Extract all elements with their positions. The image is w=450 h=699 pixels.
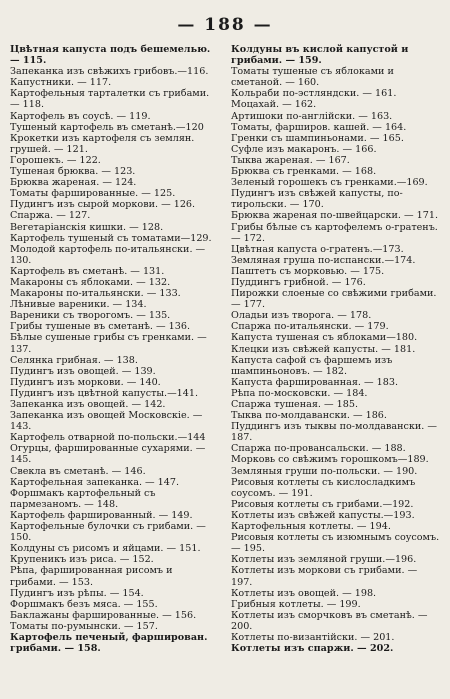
index-entry: Земляныя груши по-польски. — 190. bbox=[231, 465, 418, 477]
index-entry: Грибы тушеные въ сметанѣ. — 136. bbox=[10, 321, 191, 333]
index-entry: Грибы бѣлые съ картофелемъ о-гратенъ. — 172. bbox=[231, 221, 438, 244]
index-entry: Рѣпа по-московски. — 184. bbox=[231, 387, 368, 399]
index-entry: Спаржа. — 127. bbox=[10, 210, 91, 222]
index-entry: Пуддингъ грибной. — 176. bbox=[231, 276, 366, 288]
index-entry: Колдуны съ рисомъ и яйцами. — 151. bbox=[10, 543, 201, 555]
index-entry: Бѣлые сушеные грибы съ гренками. — 137. bbox=[10, 332, 207, 355]
index-entry: Цвѣтная капуста подъ бешемелью. — 115. bbox=[10, 44, 211, 67]
index-entry: Картофельная запеканка. — 147. bbox=[10, 476, 180, 488]
page-number: — 188 — bbox=[177, 15, 273, 35]
index-entry: Пудингъ изъ овощей. — 139. bbox=[10, 365, 156, 377]
index-entry: Томаты фаршированные. — 125. bbox=[10, 188, 176, 200]
index-entry: Паштетъ съ морковью. — 175. bbox=[231, 265, 385, 277]
index-entry: Тыква по-молдавански. — 186. bbox=[231, 410, 387, 422]
index-entry: Картофельныя котлеты. — 194. bbox=[231, 521, 391, 533]
index-entry: Клецки изъ свѣжей капусты. — 181. bbox=[231, 343, 416, 355]
index-columns bbox=[10, 44, 440, 654]
index-entry: Картофель отварной по-польски.—144 bbox=[10, 432, 206, 444]
index-entry: Лѣнивые вареники. — 134. bbox=[10, 299, 147, 311]
index-entry: Цвѣтная капуста о-гратенъ.—173. bbox=[231, 243, 404, 255]
index-entry: Котлеты изъ овощей. — 198. bbox=[231, 587, 377, 599]
index-entry: Пудингъ изъ свѣжей капусты, по-тирольски. — 170. bbox=[231, 188, 403, 211]
index-entry: Молодой картофель по-итальянски. — 130. bbox=[10, 243, 206, 266]
index-entry: Морковь со свѣжимъ горошкомъ—189. bbox=[231, 454, 429, 466]
index-entry: Котлеты изъ сморчковъ въ сметанѣ. — 200. bbox=[231, 609, 428, 632]
index-entry: Котлеты изъ земляной груши.—196. bbox=[231, 554, 417, 566]
index-entry: Пудингъ изъ моркови. — 140. bbox=[10, 376, 161, 388]
index-entry: Котлеты по-византійски. — 201. bbox=[231, 631, 395, 643]
index-entry: Брюква жареная по-швейцарски. — 171. bbox=[231, 210, 438, 222]
index-entry: Крупеникъ изъ риса. — 152. bbox=[10, 554, 154, 566]
index-entry: Пудингъ изъ рѣпы. — 154. bbox=[10, 587, 144, 599]
index-entry: Капуста фаршированная. — 183. bbox=[231, 376, 399, 388]
index-entry: Картофель тушеный съ томатами—129. bbox=[10, 232, 212, 244]
index-entry: Пирожки слоеные со свѣжими грибами. — 177. bbox=[231, 288, 437, 311]
index-entry: Пудингъ изъ сырой моркови. — 126. bbox=[10, 199, 196, 211]
index-entry: Котлеты изъ моркови съ грибами. — 197. bbox=[231, 565, 418, 588]
index-entry: Рисовыя котлеты съ кислосладкимъ соусомъ. — 191. bbox=[231, 476, 416, 499]
index-entry: Горошекъ. — 122. bbox=[10, 154, 101, 166]
index-entry: Зеленый горошекъ съ гренками.—169. bbox=[231, 177, 428, 189]
index-entry: Тыква жареная. — 167. bbox=[231, 154, 350, 166]
index-entry: Вегетаріанскія кишки. — 128. bbox=[10, 221, 164, 233]
index-entry: Тушеный картофель въ сметанѣ.—120 bbox=[10, 121, 204, 133]
index-entry: Томаты, фарширов. кашей. — 164. bbox=[231, 121, 407, 133]
index-entry: Свекла въ сметанѣ. — 146. bbox=[10, 465, 146, 477]
index-entry: Томаты по-румынски. — 157. bbox=[10, 620, 158, 632]
index-entry: Форшмакъ картофельный съ пармезаномъ. — 148. bbox=[10, 487, 156, 510]
index-entry: Капустники. — 117. bbox=[10, 77, 112, 89]
index-entry: Макароны съ яблоками. — 132. bbox=[10, 276, 171, 288]
index-entry: Капуста тушеная съ яблоками—180. bbox=[231, 332, 418, 344]
index-entry: Оладьи изъ творога. — 178. bbox=[231, 310, 372, 322]
index-entry: Тушеная брюква. — 123. bbox=[10, 166, 136, 178]
index-entry: Запеканка изъ овощей. — 142. bbox=[10, 399, 166, 410]
index-entry: Картофель въ сметанѣ. — 131. bbox=[10, 265, 165, 277]
index-entry: Селянка грибная. — 138. bbox=[10, 354, 138, 366]
index-entry: Крокетки изъ картофеля съ землян. грушей. — 121. bbox=[10, 132, 195, 155]
index-entry: Кольраби по-эстляндски. — 161. bbox=[231, 88, 397, 100]
index-entry: Картофель въ соусѣ. — 119. bbox=[10, 110, 151, 122]
index-entry: Спаржа тушеная. — 185. bbox=[231, 399, 359, 410]
index-entry: Пуддингъ изъ тыквы по-молдавански. — 187. bbox=[231, 421, 437, 444]
index-entry: Картофель фаршированный. — 149. bbox=[10, 509, 193, 521]
index-entry: Гренки съ шампиньонами. — 165. bbox=[231, 132, 404, 144]
index-entry: Суфле изъ макаронъ. — 166. bbox=[231, 143, 377, 155]
left-column bbox=[10, 44, 225, 654]
index-entry: Котлеты изъ спаржи. — 202. bbox=[231, 643, 394, 655]
index-entry: Рисовыя котлеты съ изюмнымъ соусомъ. — 195. bbox=[231, 532, 440, 555]
index-entry: Картофель печеный, фарширован. грибами. — 158. bbox=[10, 631, 208, 655]
index-entry: Спаржа по-итальянски. — 179. bbox=[231, 321, 389, 333]
index-entry: Огурцы, фаршированные сухарями. — 145. bbox=[10, 443, 206, 466]
index-entry: Макароны по-итальянски. — 133. bbox=[10, 288, 181, 300]
index-entry: Спаржа по-провансальски. — 188. bbox=[231, 443, 406, 455]
index-entry: Запеканка изъ овощей Московскіе. — 143. bbox=[10, 410, 203, 433]
index-entry: Картофельныя тарталетки съ грибами. — 118. bbox=[10, 88, 210, 111]
index-entry: Котлеты изъ свѣжей капусты.—193. bbox=[231, 509, 415, 521]
index-entry: Рѣпа, фаршированная рисомъ и грибами. — 153. bbox=[10, 565, 173, 588]
index-entry: Моцахай. — 162. bbox=[231, 99, 317, 111]
index-entry: Брюква съ гренками. — 168. bbox=[231, 166, 377, 178]
index-entry: Томаты тушеные съ яблоками и сметаной. — 160. bbox=[231, 66, 394, 89]
index-entry: Баклажаны фаршированные. — 156. bbox=[10, 609, 197, 621]
index-entry: Пудингъ изъ цвѣтной капусты.—141. bbox=[10, 387, 199, 399]
index-entry: Колдуны въ кислой капустой и грибами. — 159. bbox=[231, 44, 409, 67]
index-entry: Картофельные булочки съ грибами. — 150. bbox=[10, 521, 206, 544]
index-entry: Грибныя котлеты. — 199. bbox=[231, 598, 361, 610]
right-column bbox=[225, 44, 440, 654]
index-entry: Брюква жареная. — 124. bbox=[10, 177, 137, 189]
index-entry: Форшмакъ безъ мяса. — 155. bbox=[10, 598, 158, 610]
index-entry: Вареники съ творогомъ. — 135. bbox=[10, 310, 171, 322]
index-entry: Капуста сафой съ фаршемъ изъ шампиньоновъ. — 182. bbox=[231, 354, 393, 377]
index-entry: Запеканка изъ свѣжихъ грибовъ.—116. bbox=[10, 66, 209, 78]
index-entry: Рисовыя котлеты съ грибами.—192. bbox=[231, 498, 414, 510]
index-entry: Земляная груша по-испански.—174. bbox=[231, 254, 416, 266]
index-entry: Артишоки по-англійски. — 163. bbox=[231, 110, 393, 122]
